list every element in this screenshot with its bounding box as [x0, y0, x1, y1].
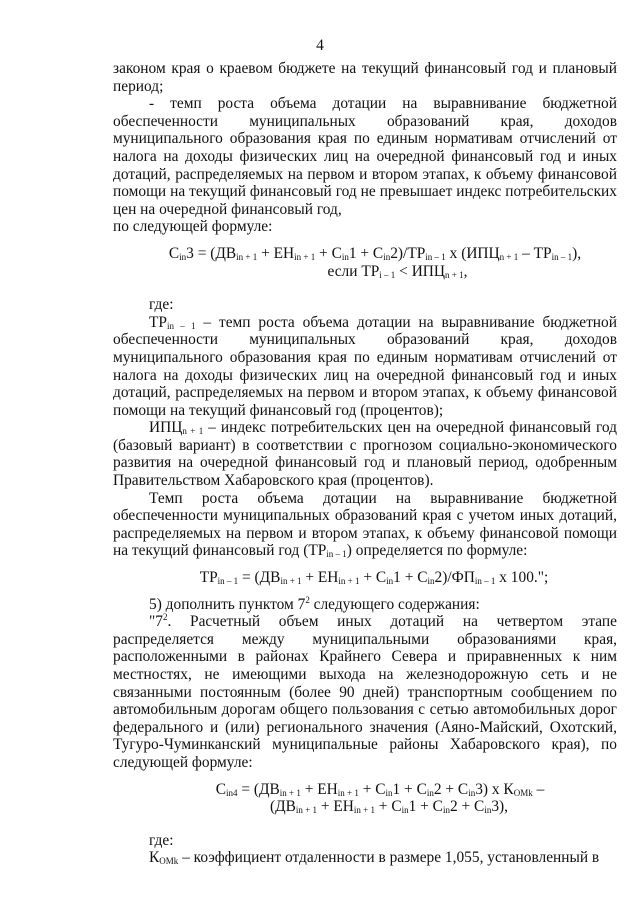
document-body: [113, 60, 617, 867]
formula-cin3: $C_{in}3 = (ДВ_{in + 1} + ЕН_{in + 1} + C_{in}1 + C_{in}2)/ТР_{in - 1}$ х $(ИПЦ_{n + 1} - ТР_{in - 1})$,: [168, 244, 582, 262]
paragraph-bullet: - темп роста объема дотации на выравнивание бюджетной обеспеченности муниципальных образований края, доходов муниципального образования края по единым нормативам отчислений от налога на доходы физических лиц на очередной финансовый год и иных дотаций, распределяемых на первом и втором этапах, к объему финансовой помощи на текущий финансовый год не превышает индекс потребительских цен на очередной финансовый год,: [113, 95, 617, 218]
definition-ipc: $ИПЦ_{n + 1}$ – индекс потребительских цен на очередной финансовый год (базовый вариант) в соответствии с прогнозом социально-экономического развития на очередной финансовый год и плановый период, одобренным Правительством Хабаровского края (процентов).: [113, 419, 617, 490]
paragraph-growth-rate: Темп роста объема дотации на выравнивание бюджетной обеспеченности муниципальных образований края с учетом иных дотаций, распределяемых на первом и втором этапах, к объему финансовой помощи на текущий финансовый год $(ТР_{in - 1})$ определяется по формуле:: [113, 489, 617, 560]
formula-tr: $ТР_{in - 1} = (ДВ_{in + 1} + ЕН_{in + 1} + C_{in}1 + C_{in}2)/ФП_{in - 1}$ х 100.";: [199, 569, 549, 587]
label-where-1: где:: [149, 296, 174, 314]
label-where-2: где:: [149, 831, 174, 849]
paragraph-intro: законом края о краевом бюджете на текущий финансовый год и плановый период;: [113, 60, 617, 95]
paragraph-by-formula: по следующей формуле:: [113, 218, 273, 236]
definition-tr: $ТР_{in - 1}$ – темп роста объема дотации на выравнивание бюджетной обеспеченности муниципальных образований края, доходов муниципального образования края по единым нормативам отчислений от налога на доходы физических лиц на очередной финансовый год и иных дотаций, распределяемых на первом и втором этапах, к объему финансовой помощи на текущий финансовый год (процентов);: [113, 313, 617, 419]
paragraph-7-2: "$7^2$. Расчетный объем иных дотаций на четвертом этапе распределяется между муниципальными образованиями края, расположенными в районах Крайнего Севера и приравненных к ним местностях, не имеющими выхода на железнодорожную сеть и не связанными постоянным (более 90 дней) транспортным сообщением по автомобильным дорогам общего пользования с сетью автомобильных дорог федерального и (или) регионального значения (Аяно-Майский, Охотский, Тугуро-Чуминканский муниципальные районы Хабаровского края), по следующей формуле:: [113, 612, 617, 771]
formula-cin4-line2: $(ДВ_{in + 1} + ЕН_{in + 1} + C_{in}1 + C_{in}2 + C_{in}3)$,: [270, 798, 508, 816]
page-number: 4: [316, 37, 324, 54]
definition-komk: $К_{ОМk}$ – коэффициент отдаленности в размере 1,055, установленный в: [149, 849, 600, 867]
formula-cin4: $C_{in4} = (ДВ_{in + 1} + ЕН_{in + 1} + C_{in}1 + C_{in}2 + C_{in}3)$ х $К_{ОМk}$ –: [215, 780, 545, 798]
formula-cin3-condition: если $ТР_{i - 1} < ИПЦ_{n + 1}$,: [327, 262, 468, 280]
paragraph-item-5: 5) дополнить пунктом $7^2$ следующего содержания:: [149, 594, 480, 613]
